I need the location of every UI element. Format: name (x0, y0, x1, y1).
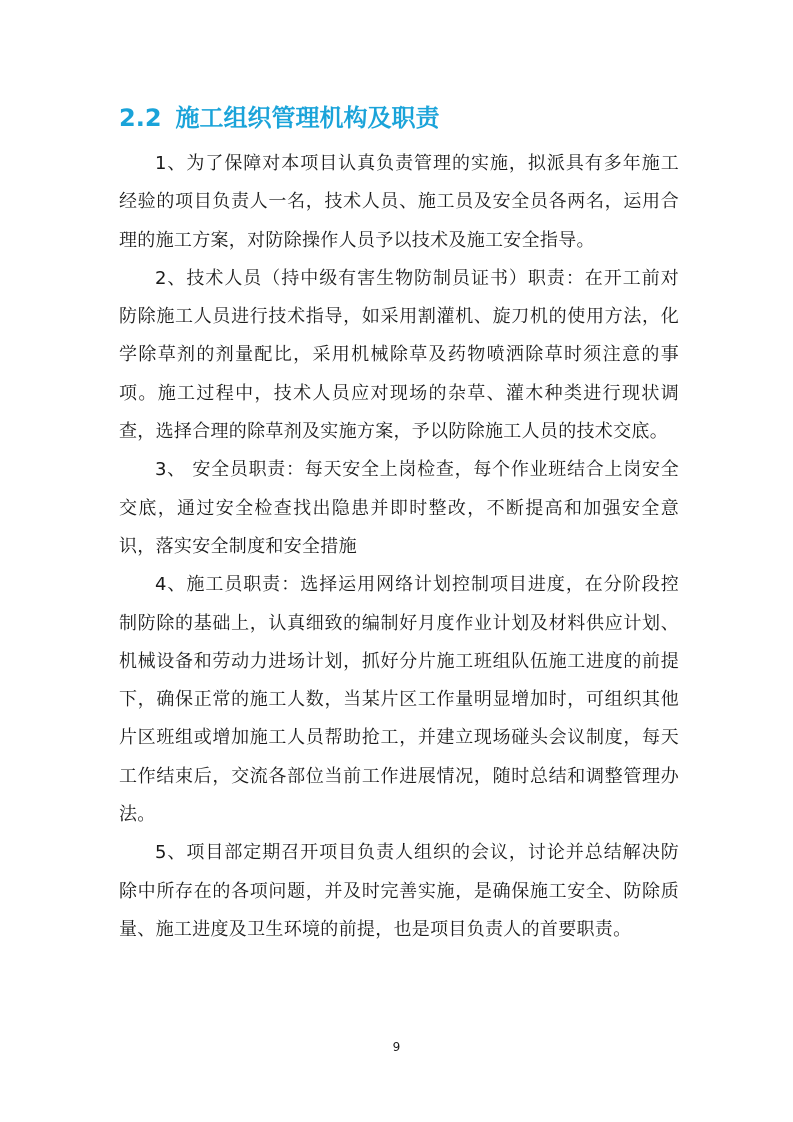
document-body (119, 145, 679, 949)
paragraph-5: 5、项目部定期召开项目负责人组织的会议，讨论并总结解决防除中所存在的各项问题，并及时完善实施，是确保施工安全、防除质量、施工进度及卫生环境的前提，也是项目负责人的首要职责。 (119, 842, 679, 940)
page-number: 9 (392, 1040, 401, 1054)
paragraph-2: 2、技术人员（持中级有害生物防制员证书）职责：在开工前对防除施工人员进行技术指导，如采用割灌机、旋刀机的使用方法，化学除草剂的剂量配比，采用机械除草及药物喷洒除草时须注意的事项。施工过程中，技术人员应对现场的杂草、灌木种类进行现状调查，选择合理的除草剂及实施方案，予以防除施工人员的技术交底。 (119, 267, 679, 443)
section-number: 2.2 (119, 104, 162, 132)
section-heading (119, 98, 440, 138)
paragraph-1: 1、为了保障对本项目认真负责管理的实施，拟派具有多年施工经验的项目负责人一名，技术人员、施工员及安全员各两名，运用合理的施工方案，对防除操作人员予以技术及施工安全指导。 (119, 153, 679, 251)
paragraph-4: 4、施工员职责：选择运用网络计划控制项目进度，在分阶段控制防除的基础上，认真细致的编制好月度作业计划及材料供应计划、机械设备和劳动力进场计划，抓好分片施工班组队伍施工进度的前提下，确保正常的施工人数，当某片区工作量明显增加时，可组织其他片区班组或增加施工人员帮助抢工，并建立现场碰头会议制度，每天工作结束后，交流各部位当前工作进展情况，随时总结和调整管理办法。 (119, 574, 679, 826)
section-title: 施工组织管理机构及职责 (175, 104, 440, 132)
paragraph-3: 3、 安全员职责：每天安全上岗检查，每个作业班结合上岗安全交底，通过安全检查找出隐患并即时整改，不断提高和加强安全意识，落实安全制度和安全措施 (119, 459, 679, 557)
